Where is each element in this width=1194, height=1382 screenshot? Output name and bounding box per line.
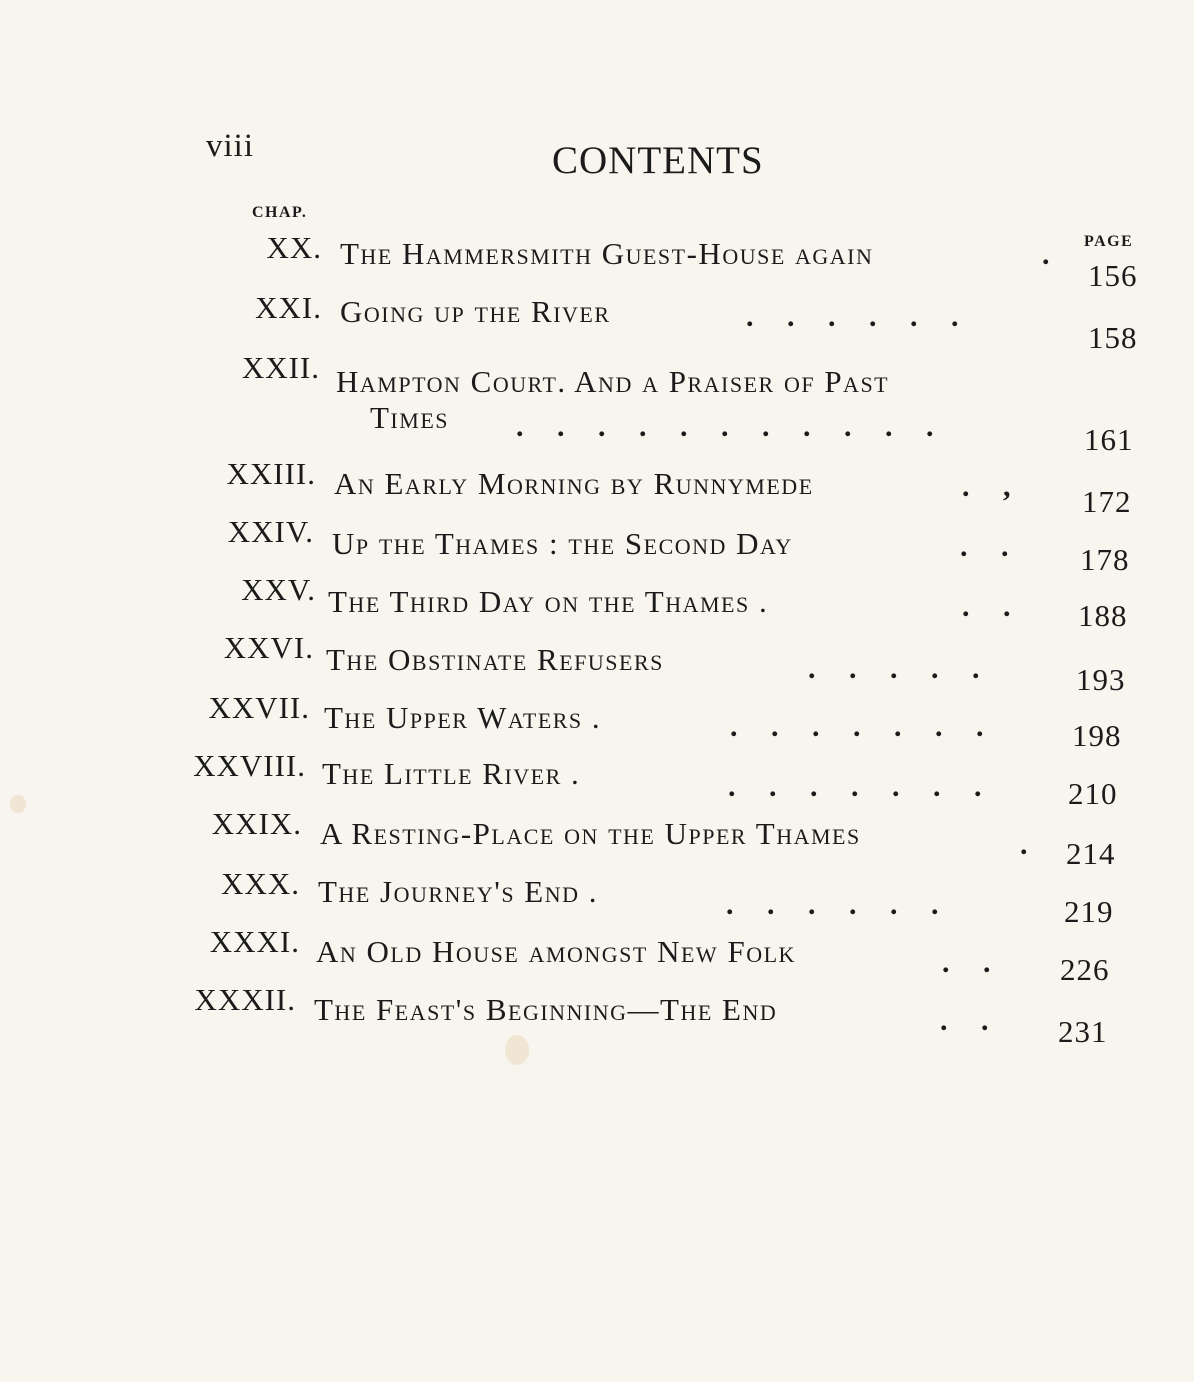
page-column-label: PAGE — [1084, 233, 1134, 250]
chapter-title: Going up the River — [340, 294, 611, 329]
chapter-number: XXVII. — [208, 690, 310, 725]
chapter-number: XXXII. — [194, 982, 296, 1017]
dot-leader: . . — [962, 590, 1011, 623]
page-number: 188 — [1078, 598, 1128, 633]
chapter-title: The Journey's End . — [318, 874, 599, 909]
dot-leader: . — [1042, 238, 1050, 271]
chapter-title: The Obstinate Refusers — [326, 642, 664, 677]
page-number: 156 — [1088, 258, 1138, 293]
dot-leader: . . — [942, 946, 991, 979]
toc-entry — [0, 806, 1194, 871]
toc-entry — [0, 748, 1194, 811]
toc-entry — [0, 924, 1194, 987]
page-title: CONTENTS — [552, 139, 764, 182]
toc-entry — [0, 456, 1194, 519]
chapter-number: XXI. — [255, 290, 322, 325]
chapter-number: XXIV. — [227, 514, 314, 549]
chapter-title: An Early Morning by Runnymede — [334, 466, 814, 501]
page-number: 193 — [1076, 662, 1126, 697]
toc-entry — [0, 866, 1194, 929]
chapter-title: Hampton Court. And a Praiser of Past — [336, 364, 890, 399]
toc-entry — [0, 230, 1194, 293]
page-number: 231 — [1058, 1014, 1108, 1049]
toc-entry — [0, 630, 1194, 697]
dot-leader: . . . . . . . — [728, 770, 982, 803]
chapter-number: XXIX. — [211, 806, 302, 841]
page-number: 214 — [1066, 836, 1116, 871]
chapter-number: XXX. — [221, 866, 300, 901]
dot-leader: . . . . . — [808, 652, 980, 685]
chapter-number: XXV. — [241, 572, 316, 607]
dot-leader: . . . . . . — [726, 888, 939, 921]
chapter-title: The Hammersmith Guest-House again — [340, 236, 874, 271]
dot-leader: . . — [960, 530, 1009, 563]
chapter-title: The Third Day on the Thames . — [328, 584, 769, 619]
chapter-title: The Feast's Beginning—The End — [314, 992, 778, 1027]
page-number: 161 — [1084, 422, 1134, 457]
chapter-title: The Upper Waters . — [324, 700, 602, 735]
page-folio: viii — [206, 128, 255, 164]
dot-leader: . . — [940, 1004, 989, 1037]
chapter-title: Up the Thames : the Second Day — [332, 526, 793, 561]
dot-leader: . . . . . . — [746, 300, 959, 333]
toc-entry — [0, 514, 1194, 577]
chapter-number: XXXI. — [209, 924, 300, 959]
toc-entry — [0, 350, 1194, 457]
dot-leader: . . . . . . . — [730, 710, 984, 743]
chapter-number: XXVIII. — [193, 748, 306, 783]
chapter-title: A Resting-Place on the Upper Thames — [320, 816, 861, 851]
page-number: 198 — [1072, 718, 1122, 753]
page-number: 226 — [1060, 952, 1110, 987]
toc-entry — [0, 690, 1194, 753]
toc-entry — [0, 290, 1194, 355]
chapter-number: XXVI. — [223, 630, 314, 665]
page-number: 158 — [1088, 320, 1138, 355]
dot-leader: . , — [962, 470, 1011, 503]
chapter-title: The Little River . — [322, 756, 581, 791]
chapter-number: XXIII. — [226, 456, 316, 491]
chapter-title-continued: Times — [370, 400, 449, 435]
toc-entry — [0, 572, 1194, 633]
dot-leader: . . . . . . . . . . . — [516, 410, 934, 443]
paper-stain — [505, 1035, 529, 1065]
chapter-title: An Old House amongst New Folk — [316, 934, 796, 969]
page-number: 178 — [1080, 542, 1130, 577]
chapter-number: XX. — [266, 230, 322, 265]
page-number: 219 — [1064, 894, 1114, 929]
dot-leader: . — [1020, 828, 1028, 861]
toc-entry — [0, 982, 1194, 1049]
chapter-column-label: CHAP. — [252, 204, 308, 221]
chapter-number: XXII. — [241, 350, 320, 385]
page-number: 172 — [1082, 484, 1132, 519]
page-number: 210 — [1068, 776, 1118, 811]
